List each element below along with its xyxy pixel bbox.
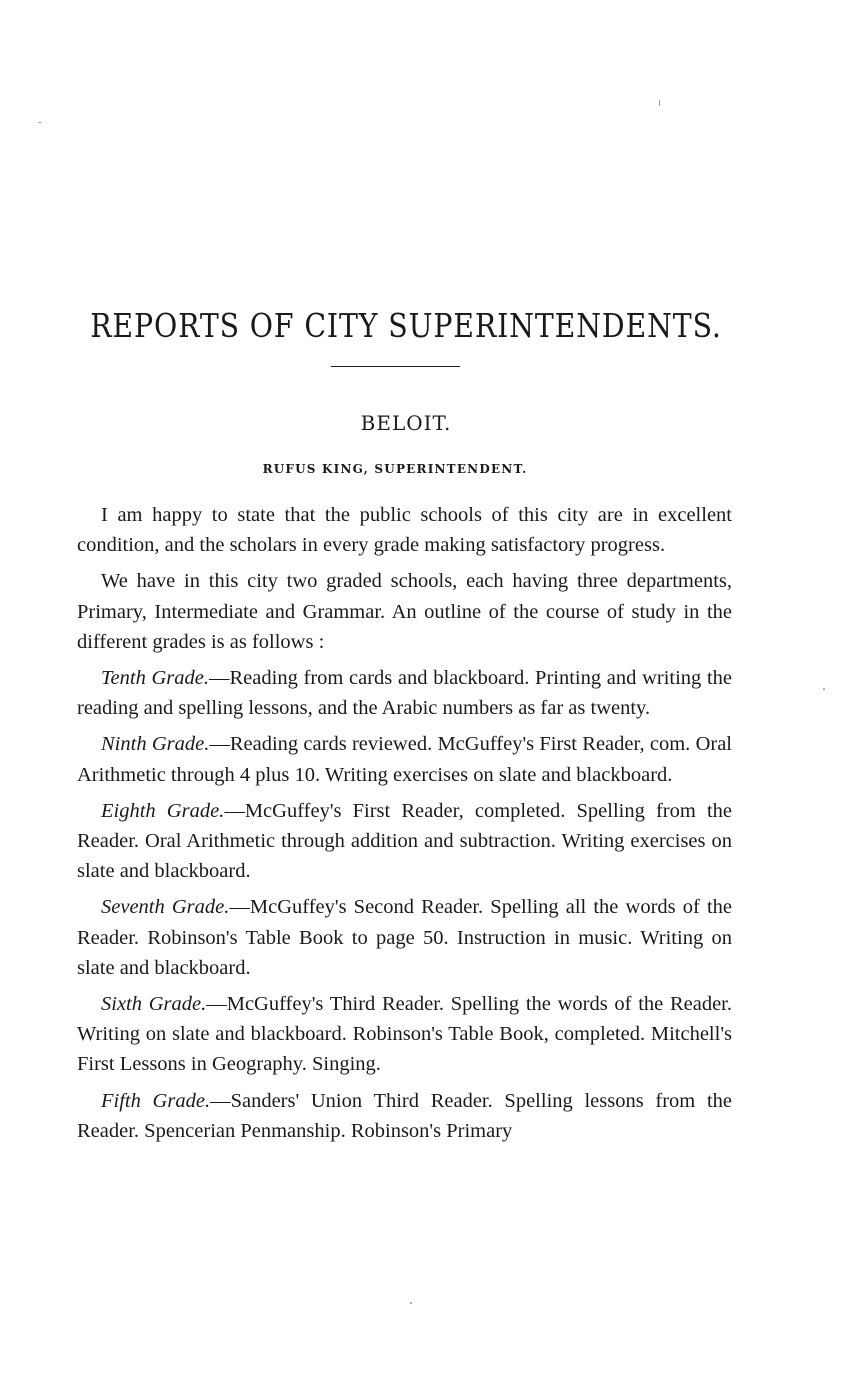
- paragraph-text: —Reading cards reviewed. McGuffey's First Reader, com. Oral Arithmetic through 4 plus 10. Writing exercises on slate and blackboard.: [77, 733, 732, 786]
- paragraph: [77, 796, 732, 887]
- grade-heading: Sixth Grade.: [101, 993, 207, 1016]
- byline: RUFUS KING, SUPERINTENDENT.: [262, 462, 528, 476]
- paragraph-text: —McGuffey's Second Reader. Spelling all the words of the Reader. Robinson's Table Book to page 50. Instruction in music. Writing on slate and blackboard.: [77, 896, 732, 979]
- scan-speck: [410, 1302, 412, 1304]
- title-divider: [331, 366, 460, 367]
- paragraph-text: —McGuffey's Third Reader. Spelling the words of the Reader. Writing on slate and blackboard. Robinson's Table Book, completed. Mitchell's First Lessons in Geography. Singing.: [77, 993, 732, 1076]
- paragraph: [77, 729, 732, 789]
- grade-heading: Ninth Grade.: [101, 733, 210, 756]
- scan-speck: [659, 100, 660, 106]
- scan-speck: [38, 122, 41, 123]
- paragraph: [77, 500, 732, 560]
- paragraph: [77, 892, 732, 983]
- paragraph-text: —McGuffey's First Reader, completed. Spelling from the Reader. Oral Arithmetic through addition and subtraction. Writing exercises on slate and blackboard.: [77, 799, 732, 883]
- grade-heading: Tenth Grade.: [101, 667, 209, 690]
- paragraph-text: We have in this city two graded schools, each having three departments, Primary, Intermediate and Grammar. An outline of the course of study in the different grades is as follows :: [77, 570, 732, 653]
- paragraph-text: —Sanders' Union Third Reader. Spelling lessons from the Reader. Spencerian Penmanship. Robinson's Primary: [77, 1089, 732, 1142]
- paragraph-text: —Reading from cards and blackboard. Printing and writing the reading and spelling lessons, and the Arabic numbers as far as twenty.: [77, 667, 732, 720]
- report-body: [77, 500, 732, 1152]
- paragraph: [77, 989, 732, 1080]
- paragraph: [77, 1086, 732, 1146]
- scan-speck: [823, 688, 825, 690]
- grade-heading: Seventh Grade.: [101, 896, 230, 919]
- grade-heading: Eighth Grade.: [101, 799, 225, 822]
- paragraph: [77, 663, 732, 723]
- page-title: REPORTS OF CITY SUPERINTENDENTS.: [90, 306, 722, 346]
- paragraph: [77, 566, 732, 657]
- paragraph-text: I am happy to state that the public schools of this city are in excellent condition, and the scholars in every grade making satisfactory progress.: [77, 504, 732, 557]
- grade-heading: Fifth Grade.: [101, 1089, 211, 1112]
- section-heading: BELOIT.: [360, 411, 452, 435]
